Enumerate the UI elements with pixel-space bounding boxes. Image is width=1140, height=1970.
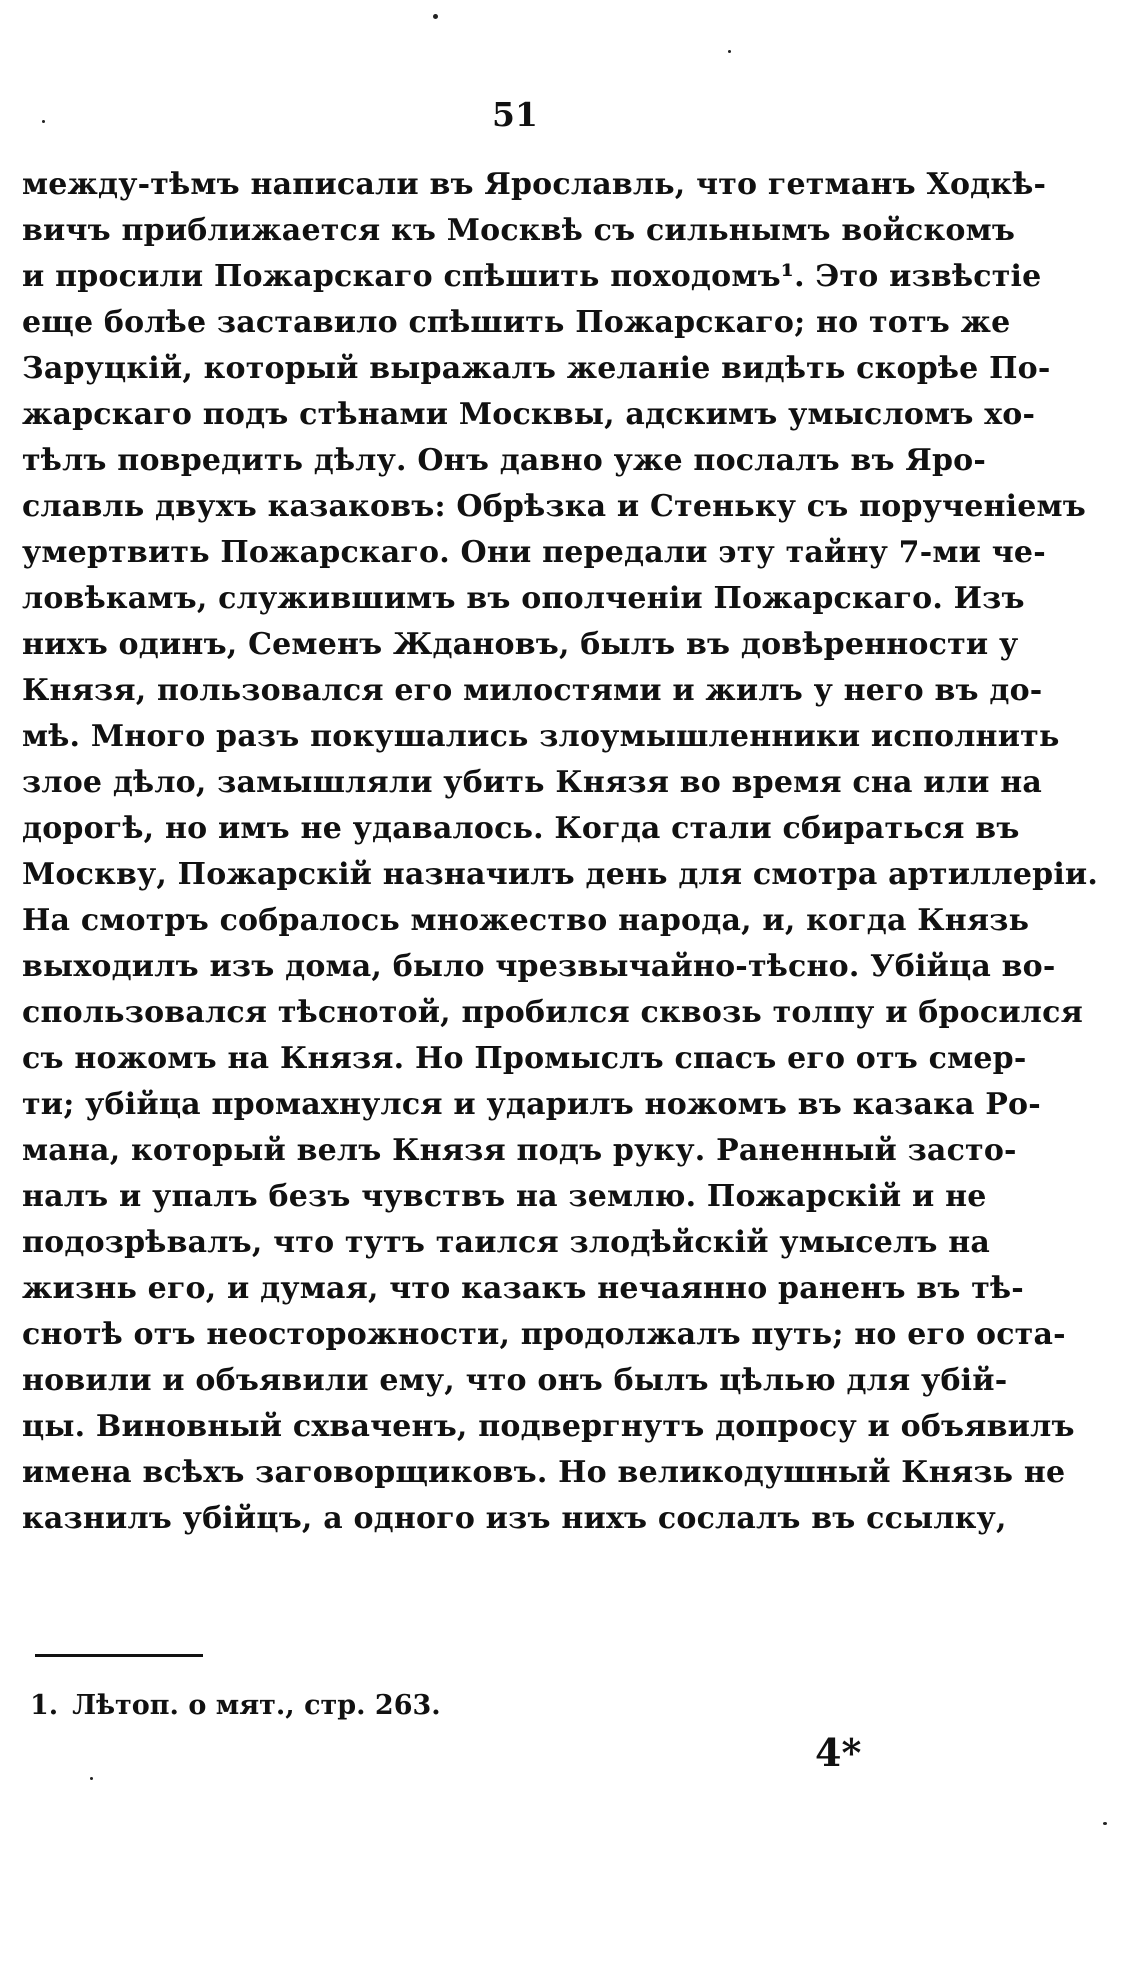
text-line: На смотръ собралось множество народа, и, когда Князь [22, 903, 1030, 938]
text-line: Заруцкій, который выражалъ желаніе видѣть скорѣе По- [22, 351, 1051, 386]
text-line: жарскаго подъ стѣнами Москвы, адскимъ умысломъ хо- [22, 397, 1036, 432]
body-text [22, 162, 1099, 1542]
footnote-marker: 1. [30, 1690, 59, 1721]
text-line: мѣ. Много разъ покушались злоумышленники исполнить [22, 719, 1060, 754]
text-line: умертвить Пожарскаго. Они передали эту тайну 7-ми че- [22, 535, 1046, 570]
text-line: между-тѣмъ написали въ Ярославль, что гетманъ Ходкѣ- [22, 167, 1047, 202]
text-line: подозрѣвалъ, что тутъ таился злодѣйскій умыселъ на [22, 1225, 991, 1260]
text-line: казнилъ убійцъ, а одного изъ нихъ сослалъ въ ссылку, [22, 1501, 1007, 1536]
signature-mark: 4* [815, 1730, 862, 1775]
text-line: славль двухъ казаковъ: Обрѣзка и Стеньку съ порученіемъ [22, 489, 1087, 524]
text-line: нихъ одинъ, Семенъ Ждановъ, былъ въ довѣренности у [22, 627, 1019, 662]
text-line: еще болѣе заставило спѣшить Пожарскаго; но тотъ же [22, 305, 1011, 340]
print-speck [42, 120, 45, 123]
text-line: Князя, пользовался его милостями и жилъ у него въ до- [22, 673, 1043, 708]
text-line: съ ножомъ на Князя. Но Промыслъ спасъ его отъ смер- [22, 1041, 1027, 1076]
footnote-rule [35, 1654, 203, 1657]
text-line: выходилъ изъ дома, было чрезвычайно-тѣсно. Убійца во- [22, 949, 1056, 984]
text-line: спользовался тѣснотой, пробился сквозь толпу и бросился [22, 995, 1083, 1030]
text-line: ловѣкамъ, служившимъ въ ополченіи Пожарскаго. Изъ [22, 581, 1025, 616]
text-line: Москву, Пожарскій назначилъ день для смотра артиллеріи. [22, 857, 1099, 892]
print-speck [728, 50, 731, 53]
text-line: ти; убійца промахнулся и ударилъ ножомъ въ казака Ро- [22, 1087, 1041, 1122]
print-speck [433, 14, 438, 19]
text-line: имена всѣхъ заговорщиковъ. Но великодушный Князь не [22, 1455, 1066, 1490]
text-line: мана, который велъ Князя подъ руку. Раненный засто- [22, 1133, 1017, 1168]
footnote-text: Лѣтоп. о мят., стр. 263. [72, 1690, 441, 1721]
text-line: вичъ приближается къ Москвѣ съ сильнымъ войскомъ [22, 213, 1016, 248]
text-line: злое дѣло, замышляли убить Князя во время сна или на [22, 765, 1042, 800]
text-line: жизнь его, и думая, что казакъ нечаянно раненъ въ тѣ- [22, 1271, 1024, 1306]
text-line: новили и объявили ему, что онъ былъ цѣлью для убій- [22, 1363, 1008, 1398]
footnote [30, 1690, 441, 1721]
print-speck [1103, 1822, 1107, 1825]
text-line: и просили Пожарскаго спѣшить походомъ¹. Это извѣстіе [22, 259, 1042, 294]
text-line: снотѣ отъ неосторожности, продолжалъ путь; но его оста- [22, 1317, 1066, 1352]
print-speck [90, 1777, 93, 1780]
text-line: дорогѣ, но имъ не удавалось. Когда стали сбираться въ [22, 811, 1020, 846]
text-line: тѣлъ повредить дѣлу. Онъ давно уже послалъ въ Яро- [22, 443, 987, 478]
page-number: 51 [492, 95, 538, 134]
text-line: налъ и упалъ безъ чувствъ на землю. Пожарскій и не [22, 1179, 987, 1214]
text-line: цы. Виновный схваченъ, подвергнутъ допросу и объявилъ [22, 1409, 1075, 1444]
